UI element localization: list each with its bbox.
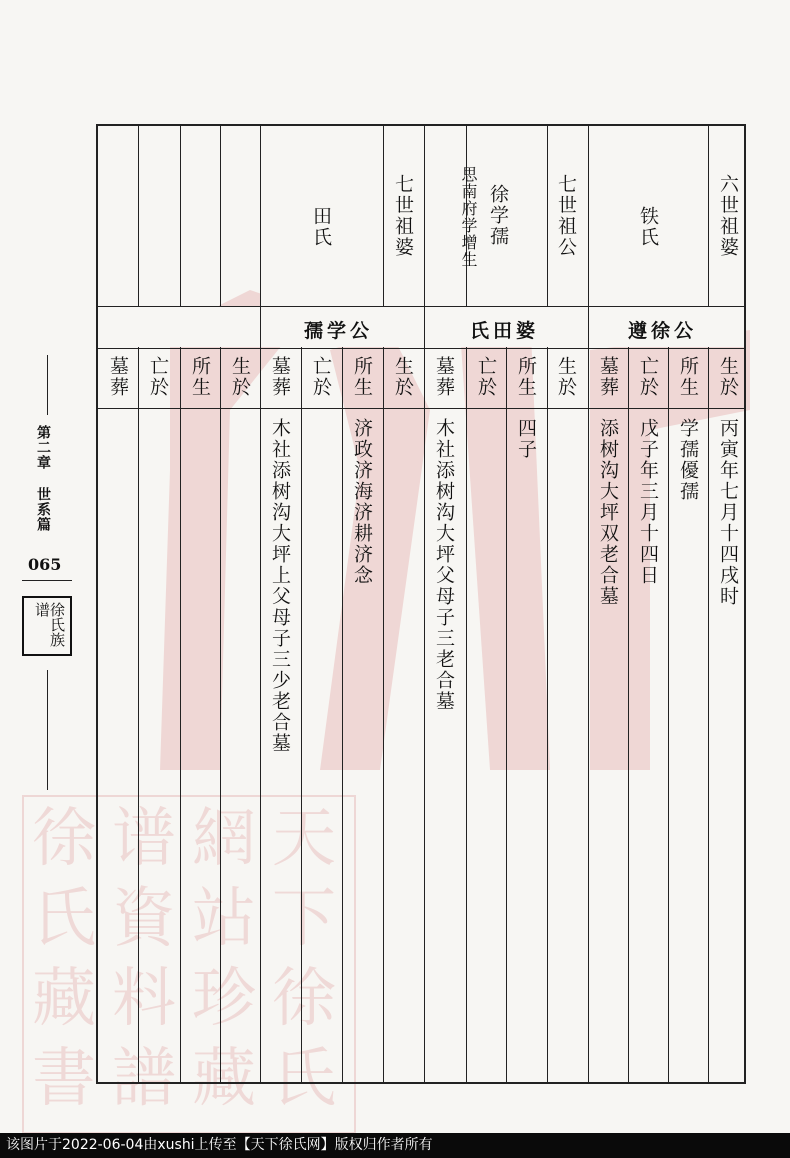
row-divider-band (98, 348, 744, 349)
label-birthplace: 所生 (677, 356, 699, 398)
label-born: 生於 (717, 356, 739, 398)
label-birthplace: 所生 (515, 356, 537, 398)
logo-text: 徐氏族谱 (33, 602, 66, 647)
husband-title-note: 思南府学增生 (459, 166, 478, 268)
label-born: 生於 (555, 356, 577, 398)
gen7a-burial-value: 木社添树沟大坪父母子三老合墓 (433, 418, 455, 712)
label-burial: 墓葬 (269, 356, 291, 398)
margin-rule-top (47, 355, 48, 415)
label-born: 生於 (229, 356, 251, 398)
page-number: 065 (28, 555, 62, 574)
gen7-grandmother-header: 七世祖婆 (392, 174, 414, 258)
library-seal-watermark: 徐 谱 網 天 氏 資 站 下 藏 料 珍 徐 書 譜 藏 氏 (22, 795, 356, 1134)
label-birthplace: 所生 (189, 356, 211, 398)
wife-name-tie: 铁氏 (637, 206, 659, 248)
label-burial: 墓葬 (107, 356, 129, 398)
chapter-title: 第二章 世系篇 (35, 425, 51, 532)
label-died: 亡於 (475, 356, 497, 398)
label-burial: 墓葬 (597, 356, 619, 398)
gen7-grandfather-header: 七世祖公 (555, 174, 577, 258)
gen6-born-value: 丙寅年七月十四戌时 (717, 418, 739, 607)
wife-name-tian: 田氏 (310, 206, 332, 248)
gen6-birthplace-value: 学孺優孺 (677, 418, 699, 502)
page-number-rule (22, 580, 72, 581)
label-burial: 墓葬 (433, 356, 455, 398)
gen7b-burial-value: 木社添树沟大坪上父母子三少老合墓 (269, 418, 291, 754)
upload-footer: 该图片于2022-06-04由xushi上传至【天下徐氏网】版权归作者所有 (0, 1133, 790, 1158)
gen6-burial-value: 添树沟大坪双老合墓 (597, 418, 619, 607)
logo-stamp (22, 596, 72, 656)
husband-name-xu-xueru: 徐学孺 (487, 184, 509, 247)
band-label-3: 孺学公 (304, 320, 374, 342)
row-divider-labels (98, 408, 744, 409)
gen7b-birthplace-value: 济政济海济耕济念 (351, 418, 373, 586)
label-birthplace: 所生 (351, 356, 373, 398)
gen6-grandmother-header: 六世祖婆 (717, 174, 739, 258)
margin-rule-bottom (47, 670, 48, 790)
page-margin (18, 0, 78, 1130)
label-died: 亡於 (637, 356, 659, 398)
label-died: 亡於 (310, 356, 332, 398)
genealogy-table (96, 124, 746, 1084)
band-label-1: 遵徐公 (628, 320, 698, 342)
gen6-died-value: 戊子年三月十四日 (637, 418, 659, 586)
label-died: 亡於 (147, 356, 169, 398)
band-label-2: 氏田婆 (470, 320, 540, 342)
label-born: 生於 (392, 356, 414, 398)
gen7a-birthplace-value: 四子 (515, 418, 537, 460)
